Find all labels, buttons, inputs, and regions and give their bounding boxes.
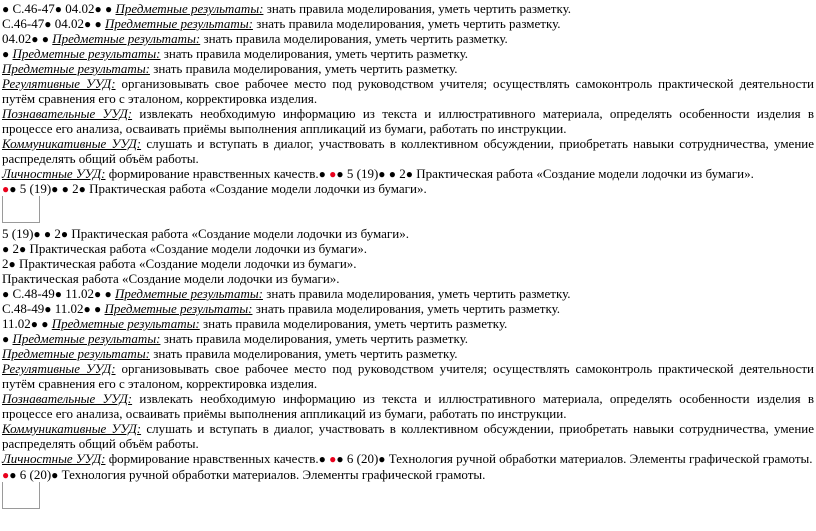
red-bullet: ●: [329, 452, 337, 466]
date: 11.02: [65, 286, 95, 301]
personal-paragraph-2: [2, 451, 814, 467]
pages-ref: С.46-47: [2, 16, 45, 31]
hours: 2: [72, 181, 79, 196]
personal-line: [2, 166, 814, 181]
regulative-text: организовывать свое рабочее место под руководством учителя; осуществлять самоконтроль практической деятельности путём сравнения его с эталоном, корректировка изделия.: [2, 76, 814, 106]
personal-label: Личностные УУД:: [2, 451, 106, 466]
subject-results-text: знать правила моделирования, уметь чертить разметку.: [266, 286, 571, 301]
bullet: ●: [60, 227, 69, 241]
bullet: ●: [94, 17, 102, 31]
personal-text: формирование нравственных качеств.: [108, 451, 319, 466]
red-bullet: ●: [329, 167, 337, 181]
subject-results-label: Предметные результаты:: [52, 31, 201, 46]
bullet: ●: [84, 17, 92, 31]
lesson-line-2: [2, 226, 814, 241]
cascade-line-1: [2, 1, 814, 16]
bullet: ●: [318, 167, 326, 181]
bullet: ●: [405, 167, 414, 181]
hours: 2: [2, 256, 9, 271]
subject-results-label: Предметные результаты:: [12, 46, 161, 61]
bullet: ●: [2, 287, 10, 301]
subject-results-label: Предметные результаты:: [104, 301, 253, 316]
bullet: ●: [94, 2, 102, 16]
subject-results-label: Предметные результаты:: [51, 316, 200, 331]
cascade-line-2: [2, 16, 814, 31]
regulative-label: Регулятивные УУД:: [2, 76, 116, 91]
bullet: ●: [51, 468, 59, 482]
lesson-line-4: [2, 256, 814, 271]
lesson-topic: Практическая работа «Создание модели лодочки из бумаги».: [29, 241, 368, 256]
lesson-line-3: [2, 241, 814, 256]
cognitive-text: извлекать необходимую информацию из текста и иллюстративного материала, определять особенности изделия в процессе его анализа, осваивать приёмы выполнения аппликаций из бумаги, работать по инструкции.: [2, 391, 815, 421]
table-cell-box: [2, 482, 40, 509]
bullet: ●: [8, 257, 16, 271]
subject-results-text: знать правила моделирования, уметь чертить разметку.: [153, 346, 458, 361]
bullet: ●: [54, 287, 62, 301]
cognitive-label: Познавательные УУД:: [2, 391, 133, 406]
personal-label: Личностные УУД:: [2, 166, 106, 181]
bullet: ●: [19, 242, 27, 256]
date: 11.02: [54, 301, 84, 316]
communicative-text: слушать и вступать в диалог, участвовать в коллективном обсуждении, приобретать навыки сотрудничества, умение распределять общий объём работы.: [2, 421, 815, 451]
hours: 2: [12, 241, 19, 256]
regulative-paragraph: [2, 76, 814, 106]
subject-results-text: знать правила моделирования, уметь чертить разметку.: [203, 31, 508, 46]
bullet: ●: [30, 317, 39, 331]
communicative-label: Коммуникативные УУД:: [2, 421, 142, 436]
bullet: ●: [336, 452, 344, 466]
red-bullet: ●: [2, 182, 10, 196]
bullet: ●: [94, 302, 102, 316]
lesson-topic: Технология ручной обработки материалов. Элементы графической грамоты.: [388, 451, 813, 466]
lesson-topic: Практическая работа «Создание модели лодочки из бумаги».: [19, 256, 357, 271]
bullet: ●: [44, 302, 52, 316]
regulative-text: организовывать свое рабочее место под руководством учителя; осуществлять самоконтроль практической деятельности путём сравнения его с эталоном, корректировка изделия.: [2, 361, 814, 391]
bullet: ●: [33, 227, 41, 241]
cognitive-text: извлекать необходимую информацию из текста и иллюстративного материала, определять особенности изделия в процессе его анализа, осваивать приёмы выполнения аппликаций из бумаги, работать по инструкции.: [2, 106, 815, 136]
subject-results-label: Предметные результаты:: [12, 331, 161, 346]
cascade-line-5: [2, 61, 814, 76]
cascade2-line-2: [2, 301, 814, 316]
cognitive-label: Познавательные УУД:: [2, 106, 133, 121]
bullet: ●: [31, 32, 39, 46]
bullet: ●: [2, 332, 10, 346]
lesson-number: 6 (20): [19, 467, 52, 482]
communicative-paragraph-2: [2, 421, 814, 451]
regulative-paragraph-2: [2, 361, 814, 391]
bullet: ●: [105, 2, 113, 16]
communicative-label: Коммуникативные УУД:: [2, 136, 142, 151]
cascade-line-4: [2, 46, 814, 61]
bullet: ●: [78, 182, 86, 196]
communicative-text: слушать и вступать в диалог, участвовать в коллективном обсуждении, приобретать навыки сотрудничества, умение распределять общий объём работы.: [2, 136, 815, 166]
lesson-line-5: [2, 271, 814, 286]
bullet: ●: [378, 167, 386, 181]
bullet: ●: [54, 2, 62, 16]
cascade2-line-1: [2, 286, 814, 301]
bullet: ●: [2, 242, 10, 256]
cascade-line-3: [2, 31, 814, 46]
document-body: [2, 1, 814, 512]
date: 11.02: [2, 316, 31, 331]
subject-results-label: Предметные результаты:: [2, 61, 150, 76]
bullet: ●: [83, 302, 91, 316]
bullet: ●: [51, 182, 59, 196]
bullet: ●: [43, 227, 52, 241]
cascade2-line-5: [2, 346, 814, 361]
bullet: ●: [94, 287, 102, 301]
cascade2-line-3: [2, 316, 814, 331]
subject-results-text: знать правила моделирования, уметь чертить разметку.: [163, 46, 469, 61]
lesson-topic: Практическая работа «Создание модели лодочки из бумаги».: [89, 181, 427, 196]
lesson-topic: Практическая работа «Создание модели лодочки из бумаги».: [416, 166, 754, 181]
bullet: ●: [336, 167, 344, 181]
bullet: ●: [9, 182, 17, 196]
hours: 2: [399, 166, 406, 181]
bullet: ●: [61, 182, 69, 196]
lesson2-line-1: [2, 467, 814, 482]
subject-results-label: Предметные результаты:: [2, 346, 150, 361]
pages-ref: С.46-47: [12, 1, 55, 16]
cognitive-paragraph: [2, 106, 814, 136]
lesson-topic: Практическая работа «Создание модели лодочки из бумаги».: [2, 271, 340, 286]
cascade2-line-4: [2, 331, 814, 346]
date: 04.02: [2, 31, 32, 46]
bullet: ●: [2, 47, 10, 61]
bullet: ●: [318, 452, 326, 466]
subject-results-label: Предметные результаты:: [115, 286, 263, 301]
bullet: ●: [104, 287, 112, 301]
table-cell-box: [2, 196, 40, 223]
subject-results-text: знать правила моделирования, уметь чертить разметку.: [202, 316, 508, 331]
subject-results-text: знать правила моделирования, уметь чертить разметку.: [256, 16, 561, 31]
subject-results-label: Предметные результаты:: [105, 16, 253, 31]
bullet: ●: [378, 452, 386, 466]
subject-results-text: знать правила моделирования, уметь чертить разметку.: [266, 1, 572, 16]
lesson-number: 5 (19): [2, 226, 34, 241]
date: 04.02: [54, 16, 84, 31]
lesson-number: 6 (20): [346, 451, 379, 466]
subject-results-text: знать правила моделирования, уметь чертить разметку.: [163, 331, 469, 346]
cognitive-paragraph-2: [2, 391, 814, 421]
lesson-topic: Практическая работа «Создание модели лодочки из бумаги».: [71, 226, 409, 241]
subject-results-text: знать правила моделирования, уметь чертить разметку.: [153, 61, 458, 76]
subject-results-label: Предметные результаты:: [115, 1, 264, 16]
lesson-topic: Технология ручной обработки материалов. Элементы графической грамоты.: [61, 467, 486, 482]
personal-text: формирование нравственных качеств.: [108, 166, 319, 181]
bullet: ●: [9, 468, 17, 482]
lesson-line-1: [2, 181, 814, 196]
lesson-number: 5 (19): [346, 166, 379, 181]
bullet: ●: [2, 2, 10, 16]
hours: 2: [54, 226, 61, 241]
pages-ref: С.48-49: [2, 301, 45, 316]
communicative-paragraph: [2, 136, 814, 166]
red-bullet: ●: [2, 468, 10, 482]
regulative-label: Регулятивные УУД:: [2, 361, 116, 376]
bullet: ●: [44, 17, 52, 31]
bullet: ●: [41, 32, 49, 46]
bullet: ●: [41, 317, 49, 331]
date: 04.02: [65, 1, 95, 16]
bullet: ●: [388, 167, 397, 181]
subject-results-text: знать правила моделирования, уметь чертить разметку.: [255, 301, 561, 316]
pages-ref: С.48-49: [12, 286, 55, 301]
lesson-number: 5 (19): [19, 181, 52, 196]
